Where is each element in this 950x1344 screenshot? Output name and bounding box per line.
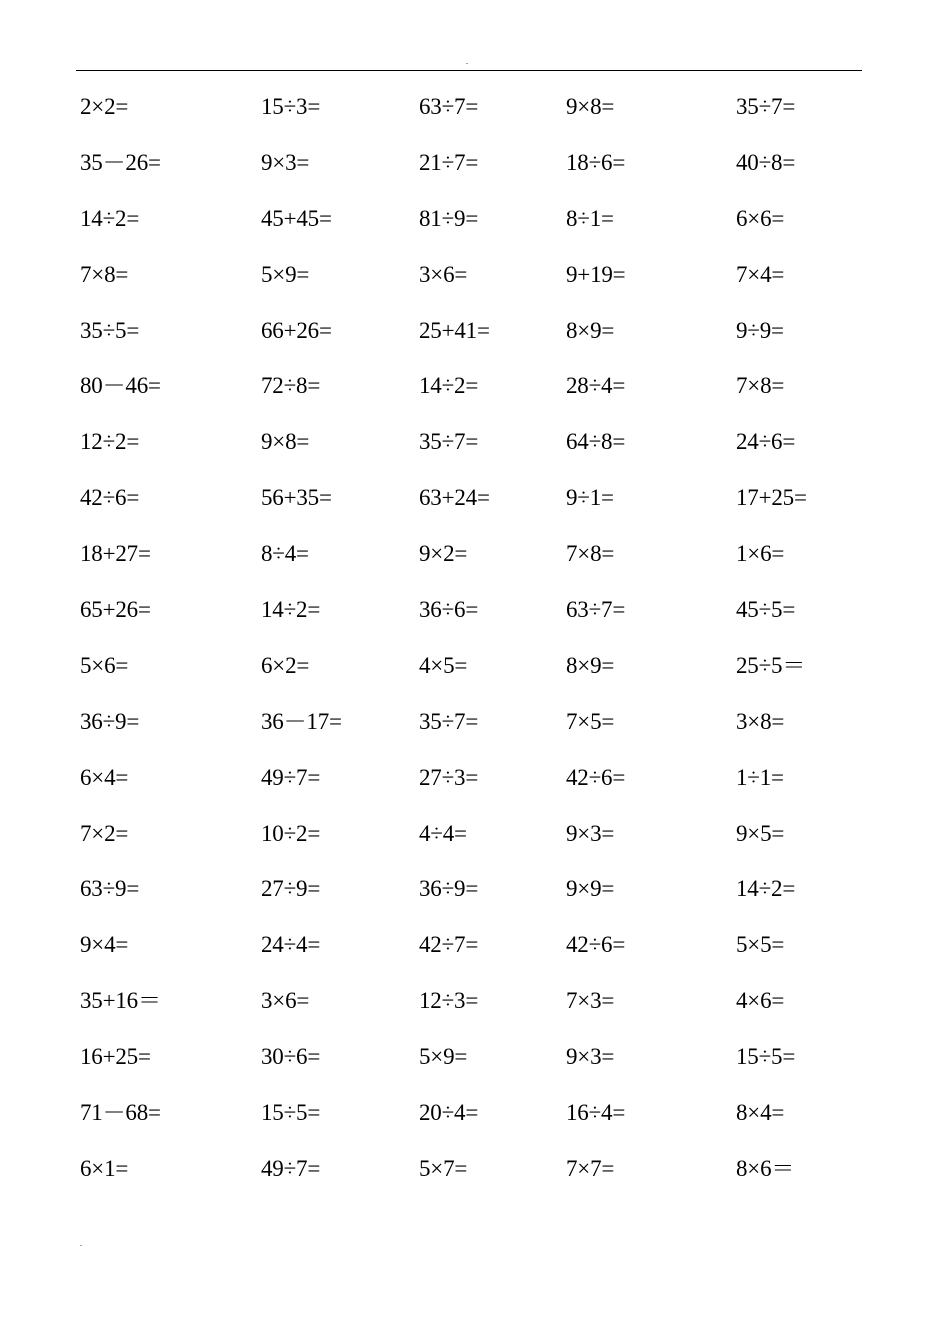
math-problem: 8×9= xyxy=(566,317,615,343)
math-problem: 3×6= xyxy=(261,988,310,1014)
math-problem: 35－26= xyxy=(80,149,161,175)
math-problem: 35+16＝ xyxy=(80,988,161,1014)
math-problem: 66+26= xyxy=(261,317,332,343)
math-problem: 35÷5= xyxy=(80,317,140,343)
math-problem: 7×8= xyxy=(736,373,785,399)
math-problem: 27÷3= xyxy=(419,764,479,790)
math-problem: 63÷7= xyxy=(419,94,479,119)
math-problem: 42÷6= xyxy=(566,932,626,958)
footer-mark: . xyxy=(80,1239,82,1248)
math-problem: 42÷6= xyxy=(80,485,140,511)
math-problem: 63+24= xyxy=(419,485,490,511)
math-problem: 7×8= xyxy=(566,541,615,567)
math-problem: 8×6＝ xyxy=(736,1155,795,1181)
math-problem: 8÷4= xyxy=(261,541,309,567)
problem-row xyxy=(80,917,860,973)
math-problem: 8÷1= xyxy=(566,205,614,231)
math-problem: 4×6= xyxy=(736,988,785,1014)
math-problem: 9×8= xyxy=(566,94,615,119)
math-problem: 9+19= xyxy=(566,261,626,287)
math-problem: 64÷8= xyxy=(566,429,626,455)
math-problem: 35÷7= xyxy=(419,429,479,455)
math-problem: 1÷1= xyxy=(736,764,784,790)
math-problem: 63÷9= xyxy=(80,876,140,902)
problem-row xyxy=(80,79,860,135)
math-problem: 7×3= xyxy=(566,988,615,1014)
math-problem: 45÷5= xyxy=(736,597,796,623)
math-problem: 42÷6= xyxy=(566,764,626,790)
math-problem: 16+25= xyxy=(80,1044,151,1070)
problem-row xyxy=(80,470,860,526)
math-problem: 9×3= xyxy=(566,1044,615,1070)
math-problem: 3×6= xyxy=(419,261,468,287)
math-problem: 18÷6= xyxy=(566,149,626,175)
math-problem: 9×8= xyxy=(261,429,310,455)
math-problem: 3×8= xyxy=(736,708,785,734)
math-problem: 36÷9= xyxy=(419,876,479,902)
problem-row xyxy=(80,1085,860,1141)
math-problem: 65+26= xyxy=(80,597,151,623)
problem-row xyxy=(80,861,860,917)
math-problem: 24÷4= xyxy=(261,932,321,958)
problem-row xyxy=(80,973,860,1029)
math-problem: 28÷4= xyxy=(566,373,626,399)
math-problem: 49÷7= xyxy=(261,1155,321,1181)
math-problem: 7×4= xyxy=(736,261,785,287)
math-problem: 30÷6= xyxy=(261,1044,321,1070)
math-problem: 9×2= xyxy=(419,541,468,567)
math-problem: 49÷7= xyxy=(261,764,321,790)
math-problem: 8×9= xyxy=(566,652,615,678)
math-problem: 24÷6= xyxy=(736,429,796,455)
math-problem: 18+27= xyxy=(80,541,151,567)
math-problem: 9×3= xyxy=(566,820,615,846)
problem-row xyxy=(80,358,860,414)
math-problem: 45+45= xyxy=(261,205,332,231)
problem-row xyxy=(80,806,860,862)
math-problem: 36－17= xyxy=(261,708,342,734)
math-problem: 9÷9= xyxy=(736,317,784,343)
problem-row xyxy=(80,526,860,582)
math-problem: 14÷2= xyxy=(419,373,479,399)
problem-row xyxy=(80,694,860,750)
math-problem: 40÷8= xyxy=(736,149,796,175)
math-problem: 4×5= xyxy=(419,652,468,678)
math-problem: 71－68= xyxy=(80,1100,161,1126)
math-problem: 14÷2= xyxy=(80,205,140,231)
math-problem: 8×4= xyxy=(736,1100,785,1126)
math-problem: 10÷2= xyxy=(261,820,321,846)
header-rule xyxy=(76,70,862,71)
math-problem: 9×4= xyxy=(80,932,129,958)
math-problem: 5×5= xyxy=(736,932,785,958)
math-problem: 35÷7= xyxy=(736,94,796,119)
math-problem: 12÷3= xyxy=(419,988,479,1014)
problem-row xyxy=(80,247,860,303)
problem-row xyxy=(80,303,860,359)
math-problem: 25+41= xyxy=(419,317,490,343)
math-problem: 14÷2= xyxy=(261,597,321,623)
math-problem: 16÷4= xyxy=(566,1100,626,1126)
math-problem: 25÷5＝ xyxy=(736,652,806,678)
problem-grid xyxy=(80,79,860,1197)
math-problem: 1×6= xyxy=(736,541,785,567)
math-problem: 72÷8= xyxy=(261,373,321,399)
math-problem: 5×9= xyxy=(419,1044,468,1070)
math-problem: 6×2= xyxy=(261,652,310,678)
math-problem: 21÷7= xyxy=(419,149,479,175)
math-problem: 5×9= xyxy=(261,261,310,287)
math-problem: 20÷4= xyxy=(419,1100,479,1126)
math-problem: 15÷5= xyxy=(736,1044,796,1070)
math-problem: 27÷9= xyxy=(261,876,321,902)
problem-row xyxy=(80,1029,860,1085)
problem-row xyxy=(80,414,860,470)
math-problem: 81÷9= xyxy=(419,205,479,231)
math-problem: 9×3= xyxy=(261,149,310,175)
header-mark: . xyxy=(466,57,468,66)
math-problem: 6×6= xyxy=(736,205,785,231)
math-problem: 36÷9= xyxy=(80,708,140,734)
math-problem: 15÷3= xyxy=(261,94,321,119)
math-problem: 80－46= xyxy=(80,373,161,399)
math-problem: 7×5= xyxy=(566,708,615,734)
math-problem: 36÷6= xyxy=(419,597,479,623)
math-problem: 5×7= xyxy=(419,1155,468,1181)
problem-row xyxy=(80,582,860,638)
problem-row xyxy=(80,191,860,247)
problem-row xyxy=(80,135,860,191)
math-problem: 7×2= xyxy=(80,820,129,846)
math-problem: 6×4= xyxy=(80,764,129,790)
math-problem: 63÷7= xyxy=(566,597,626,623)
problem-row xyxy=(80,638,860,694)
math-problem: 17+25= xyxy=(736,485,807,511)
math-problem: 2×2= xyxy=(80,94,129,119)
math-problem: 4÷4= xyxy=(419,820,467,846)
problem-row xyxy=(80,1141,860,1197)
math-problem: 5×6= xyxy=(80,652,129,678)
math-problem: 15÷5= xyxy=(261,1100,321,1126)
math-problem: 7×7= xyxy=(566,1155,615,1181)
math-problem: 6×1= xyxy=(80,1155,129,1181)
math-problem: 12÷2= xyxy=(80,429,140,455)
math-problem: 35÷7= xyxy=(419,708,479,734)
math-problem: 9÷1= xyxy=(566,485,614,511)
math-problem: 7×8= xyxy=(80,261,129,287)
math-problem: 42÷7= xyxy=(419,932,479,958)
problem-row xyxy=(80,750,860,806)
math-problem: 56+35= xyxy=(261,485,332,511)
math-problem: 9×5= xyxy=(736,820,785,846)
math-problem: 14÷2= xyxy=(736,876,796,902)
math-problem: 9×9= xyxy=(566,876,615,902)
